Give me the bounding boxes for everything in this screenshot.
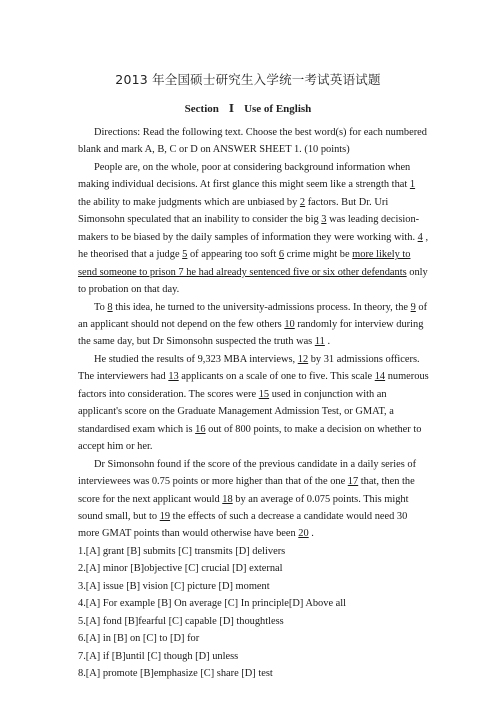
blank-14: 14 <box>374 371 386 383</box>
blank-5: 5 <box>182 249 188 261</box>
passage-body <box>78 124 430 683</box>
blank-4: 4 <box>417 231 423 243</box>
passage-text: crime might be <box>284 249 353 261</box>
blank-12: 12 <box>297 353 309 365</box>
blank-18: 18 <box>222 493 233 505</box>
blank-3: 3 <box>321 214 327 226</box>
passage-paragraph-4 <box>78 456 430 543</box>
passage-text: randomly for interview during the same day, but Dr Simonsohn suspected the truth was <box>78 318 424 348</box>
option-line: 5.[A] fond [B]fearful [C] capable [D] thoughtless <box>78 615 284 627</box>
blank-20: 20 <box>298 528 309 540</box>
section-label: Section <box>184 103 219 115</box>
passage-text: , he theorised that a judge <box>78 231 429 261</box>
section-title: Use of English <box>244 103 312 115</box>
passage-text: To <box>94 301 108 313</box>
directions-paragraph: Directions: Read the following text. Choose the best word(s) for each numbered blank and mark A, B, C or D on ANSWER SHEET 1. (10 points) <box>78 127 427 156</box>
section-heading <box>0 102 496 115</box>
passage-text: factors. But Dr. Uri Simonsohn speculated that an inability to consider the big <box>78 196 389 226</box>
passage-paragraph-3 <box>78 351 430 456</box>
passage-text: by an average of 0.075 points. This might sound small, but to <box>78 493 409 522</box>
passage-text: of appearing too soft <box>187 249 279 261</box>
blank-1: 1 <box>409 179 416 191</box>
passage-text: He studied the results of 9,323 MBA interviews, <box>94 353 298 365</box>
blank-2: 2 <box>299 196 306 208</box>
blank-11: 11 <box>314 336 325 348</box>
passage-text: Dr Simonsohn found if the score of the previous candidate in a daily series of interviewees was 0.75 points or more higher than that of the one <box>78 458 417 488</box>
option-line: 1.[A] grant [B] submits [C] transmits [D] delivers <box>78 545 286 557</box>
blank-9: 9 <box>410 301 416 313</box>
blank-19: 19 <box>159 510 171 522</box>
passage-text: . <box>324 336 331 348</box>
blank-13: 13 <box>168 371 179 383</box>
option-line: 7.[A] if [B]until [C] though [D] unless <box>78 650 239 662</box>
passage-text: that, then the score for the next applicant would <box>78 476 415 505</box>
passage-text: People are, on the whole, poor at considering background information when making individual decisions. At first glance this might seem like a strength that <box>78 161 411 191</box>
section-number: Ⅰ <box>228 103 235 115</box>
passage-text: numerous factors into consideration. The scores were <box>78 371 429 400</box>
blank-10: 10 <box>284 318 295 330</box>
option-line: 6.[A] in [B] on [C] to [D] for <box>78 633 200 645</box>
blank-17: 17 <box>347 476 359 488</box>
blank-16: 16 <box>195 423 206 435</box>
exam-title: 2013 年全国硕士研究生入学统一考试英语试题 <box>115 72 381 87</box>
option-line: 3.[A] issue [B] vision [C] picture [D] moment <box>78 580 270 592</box>
passage-text: used in conjunction with an applicant's score on the Graduate Management Admission Test, or GMAT, a standardised exam which is <box>78 388 394 435</box>
option-line: 2.[A] minor [B]objective [C] crucial [D] external <box>78 563 283 575</box>
passage-text: the ability to make judgments which are unbiased by <box>78 196 300 208</box>
option-line: 4.[A] For example [B] On average [C] In principle[D] Above all <box>78 598 347 610</box>
passage-text: was leading decision-makers to be biased by the daily samples of information they were working with. <box>78 214 420 243</box>
option-line: 8.[A] promote [B]emphasize [C] share [D] test <box>78 668 273 680</box>
passage-text: the effects of such a decrease a candidate would need 30 more GMAT points than would otherwise have been <box>78 510 408 540</box>
passage-text: . <box>308 528 314 540</box>
passage-text: this idea, he turned to the university-admissions process. In theory, the <box>112 301 411 313</box>
passage-text: only to probation on that day. <box>78 266 428 296</box>
passage-paragraph-1 <box>78 159 430 299</box>
blank-15: 15 <box>258 388 270 400</box>
passage-paragraph-2 <box>78 299 430 351</box>
passage-text: applicants on a scale of one to five. This scale <box>178 371 375 383</box>
passage-text: out of 800 points, to make a decision on whether to accept him or her. <box>78 423 422 453</box>
underlined-phrase: more likely to send someone to prison 7 he had already sentenced five or six other defendants <box>78 249 411 278</box>
passage-text: by 31 admissions officers. The interviewers had <box>78 353 420 383</box>
passage-text: of an applicant should not depend on the few others <box>78 301 428 330</box>
blank-6: 6 <box>278 249 285 261</box>
blank-8: 8 <box>107 301 113 313</box>
